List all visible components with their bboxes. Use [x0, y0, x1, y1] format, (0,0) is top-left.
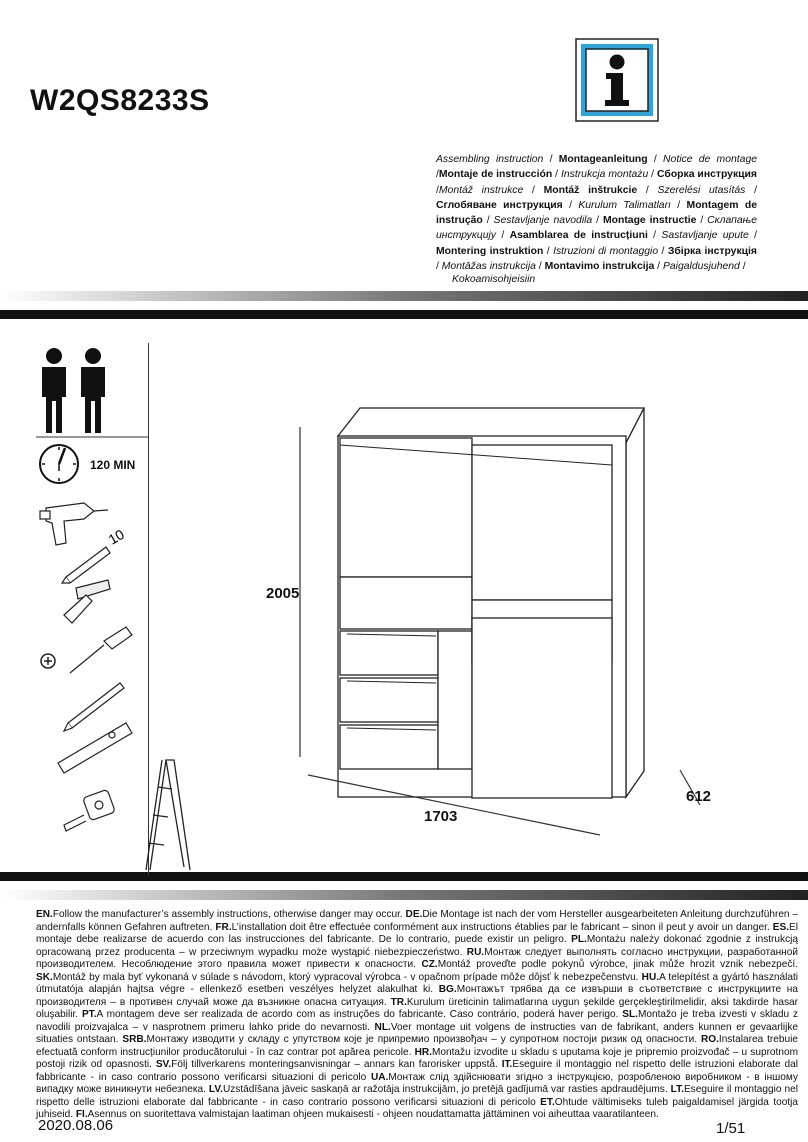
warning-text: Montažo je treba izvesti v skladu z navodili proizvajalca – v nasprotnem primeru lahko pride do nevarnosti. [36, 1009, 798, 1033]
warning-text: Eseguire il montaggio nel rispetto delle istruzioni elaborate dal fabbricante - in caso contrario possono verificarsi situazioni di pericolo [36, 1059, 799, 1083]
warning-code: BG. [438, 984, 457, 995]
language-fragment: Asamblarea de instrucțiuni [509, 230, 648, 242]
warning-code: RO. [700, 1034, 719, 1045]
warning-text: Follow the manufacturer’s assembly instructions, otherwise danger may occur. [52, 909, 406, 920]
warning-text: Montáž by mala byť vykonaná v súlade s návodom, ktorý vypracoval výrobca - v opačnom prípade môže dôjsť k nebezpečenstvu. [52, 971, 642, 983]
depth-dimension: 612 [686, 788, 712, 805]
spirit-level-icon [58, 723, 132, 773]
language-fragment: / [648, 169, 658, 181]
warning-text: Instalarea trebuie efectuată conform instrucțiunilor producătorului - în caz contrar pot apărea pericole. [36, 1034, 798, 1058]
two-persons-icon [42, 348, 105, 433]
language-fragment: / [496, 230, 510, 242]
top-band [0, 291, 808, 319]
footer-date: 2020.08.06 [38, 1117, 114, 1134]
screwdriver-icon [70, 627, 132, 673]
language-fragment: / [647, 154, 664, 165]
warning-code: RU. [466, 946, 485, 958]
warning-code: FR. [215, 921, 232, 933]
warning-text: A telepítést a gyártó használati útmutatója alapján hajtsa végre - ellenkező esetben veszélyes helyzet alakulhat ki. [36, 971, 798, 995]
languages-last: Kokoamisohjeisiin [452, 274, 536, 285]
language-fragment: Notice de montage [663, 154, 757, 165]
language-fragment: Montage instructie [602, 215, 697, 227]
warning-code: SL. [622, 1009, 638, 1020]
language-fragment: Збірка інструкція [667, 245, 757, 257]
language-fragment: Сборка инструкция [657, 169, 757, 181]
clock-icon [40, 445, 78, 483]
language-fragment: Склапање инструкцију [436, 215, 757, 242]
language-fragment: Montáž inštrukcie [543, 184, 638, 196]
warning-text: El montaje debe realizarse de acuerdo con las instrucciones del fabricante. De lo contrario, puede existir un peligro. [36, 921, 798, 945]
warning-text: Монтаж следует выполнять согласно инструкции, разработанной производителем. Несоблюдение этого правила может привести к опасности. [36, 946, 799, 970]
warning-text: Die Montage ist nach der vom Hersteller ausgearbeiteten Anleitung durchzuführen – andernfalls können Gefahren auftreten. [36, 909, 798, 933]
width-dimension: 1703 [424, 808, 458, 825]
warning-text: Eseguire il montaggio nel rispetto delle istruzioni elaborate dal fabbricante - in caso contrario possono verificarsi situazioni di pericolo [36, 1084, 798, 1108]
warning-code: NL. [374, 1021, 391, 1033]
language-fragment: / [562, 199, 579, 211]
warning-text: A montagem deve ser realizada de acordo com as instruções do fabricante. Caso contrário, poderá haver perigo. [96, 1009, 623, 1020]
bottom-band [0, 872, 808, 900]
language-fragment: Montagem de instrução [436, 199, 757, 227]
warning-text: Voer montage uit volgens de instructies van de fabrikant, anders kunnen er gevaarlijke situaties ontstaan. [36, 1021, 798, 1045]
language-fragment: / [654, 261, 663, 273]
warning-code: FI. [75, 1109, 88, 1120]
warning-text: Монтажу изводити у складу с упутством које је припремио произвођач – у супротном постоји ризик од опасности. [146, 1034, 701, 1045]
language-fragment: / [552, 169, 561, 181]
language-fragment: / [658, 245, 668, 257]
warning-code: SV. [155, 1059, 172, 1070]
safety-warnings [36, 909, 798, 1122]
warning-code: SRB. [122, 1034, 147, 1045]
warning-text: Montažu izvodite u skladu s uputama koje je pripremio proizvođač – u suprotnom postoji rizik od opasnosti. [36, 1046, 798, 1070]
info-icon [575, 38, 659, 122]
languages-list [436, 152, 757, 274]
drill-icon [40, 503, 108, 545]
warning-text: Kurulum üreticinin talimatlarına uygun şekilde gerçekleştirilmelidir, aksi takdirde hasar oluşabilir. [36, 996, 798, 1020]
language-fragment: Montaje de instrucción [438, 169, 553, 181]
language-fragment: / [745, 184, 757, 196]
hammer-icon [64, 580, 110, 623]
phillips-icon [41, 654, 55, 668]
warning-code: ES. [772, 921, 789, 933]
language-fragment: Sastavljanje upute [661, 230, 749, 242]
warning-code: TR. [390, 996, 407, 1008]
language-fragment: Szerelési utasítás [657, 184, 746, 196]
language-fragment: Instrukcja montażu [560, 169, 649, 181]
language-fragment: Montering instruktion [436, 245, 544, 257]
warning-code: CZ. [421, 959, 438, 970]
height-dimension: 2005 [266, 585, 300, 602]
warning-text: L’installation doit être effectuée conformément aux instructions établies par le fabricant – sinon il peut y avoir un danger. [231, 921, 773, 933]
page-number: 1/51 [716, 1120, 746, 1137]
warning-text: Asennus on suoritettava valmistajan laatiman ohjeen mukaisesti - ohjeen noudattamatta jättäminen voi aiheuttaa vaaratilanteen. [87, 1109, 659, 1120]
warning-code: SK. [36, 971, 53, 983]
language-fragment: Montāžas instrukcija [441, 261, 536, 273]
language-fragment: Montáž instrukce [438, 184, 524, 196]
language-fragment: / [482, 215, 494, 227]
language-fragment: Montageanleitung [558, 154, 648, 165]
language-fragment: Sestavljanje navodila [493, 215, 593, 227]
language-fragment: / [670, 199, 687, 211]
language-fragment: Kurulum Talimatları [578, 199, 671, 211]
language-fragment: / [637, 184, 658, 196]
language-fragment: Сглобяване инструкция [436, 199, 563, 211]
warning-code: HR. [414, 1046, 432, 1058]
drill-bit-icon [62, 547, 110, 583]
language-fragment: / [748, 230, 758, 242]
warning-text: Uzstādīšana jāveic saskaņā ar ražotāja instrukcijām, jo pretējā gadījumā var rasties apdraudējums. [222, 1084, 671, 1095]
warning-text: Ohtude vältimiseks tuleb paigaldamisel järgida tootja juhiseid. [36, 1096, 799, 1120]
language-fragment: / [543, 154, 559, 165]
language-fragment: Paigaldusjuhend [662, 261, 740, 273]
warning-code: LV. [208, 1084, 223, 1095]
language-fragment: / [647, 230, 662, 242]
ladder-icon [130, 755, 200, 875]
drill-bit-size: 10 [105, 525, 127, 548]
language-fragment: / [436, 184, 439, 196]
warning-code: IT. [501, 1059, 513, 1070]
wardrobe-drawing [260, 405, 720, 845]
language-fragment: / [523, 184, 544, 196]
warning-text: Montáž proveďte podle pokynů výrobce, jinak může hrozit vznik nebezpečí. [437, 959, 798, 970]
warning-text: Följ tillverkarens monteringsanvisningar – annars kan farorisker uppstå. [171, 1059, 502, 1070]
language-fragment: / [543, 245, 554, 257]
warning-text: Монтажът трябва да се извърши в съответствие с инструкциите на производителя – в противен случай може да възникне опасна ситуация. [36, 984, 798, 1008]
warning-code: LT. [670, 1084, 684, 1095]
warning-code: HU. [641, 971, 660, 983]
warning-code: PT. [81, 1009, 97, 1020]
warning-code: PL. [571, 934, 587, 945]
warning-text: Монтаж слід здійснювати згідно з інструкцією, розробленою виробником - в іншому випадку може виникнути небезпека. [36, 1071, 798, 1095]
warning-code: ET. [540, 1096, 555, 1108]
warning-text: Montażu należy dokonać zgodnie z instrukcją opracowaną przez producenta – w przeciwnym wypadku może wystąpić niebezpieczeństwo. [36, 934, 798, 958]
language-fragment: / [739, 261, 746, 273]
language-fragment: Montavimo instrukcija [544, 261, 655, 273]
language-fragment: / [535, 261, 545, 273]
tape-measure-icon [64, 789, 115, 831]
language-fragment: Assembling instruction [436, 154, 544, 165]
model-title: W2QS8233S [30, 84, 210, 117]
assembly-time: 120 MIN [90, 458, 136, 472]
language-fragment: / [696, 215, 708, 227]
language-fragment: / [592, 215, 603, 227]
language-fragment: / [436, 169, 439, 181]
language-fragment: / [436, 261, 442, 273]
warning-code: EN. [36, 909, 53, 920]
pencil-icon [64, 683, 124, 731]
language-fragment: Istruzioni di montaggio [553, 245, 659, 257]
warning-code: DE. [405, 909, 423, 920]
warning-code: UA. [371, 1071, 389, 1083]
